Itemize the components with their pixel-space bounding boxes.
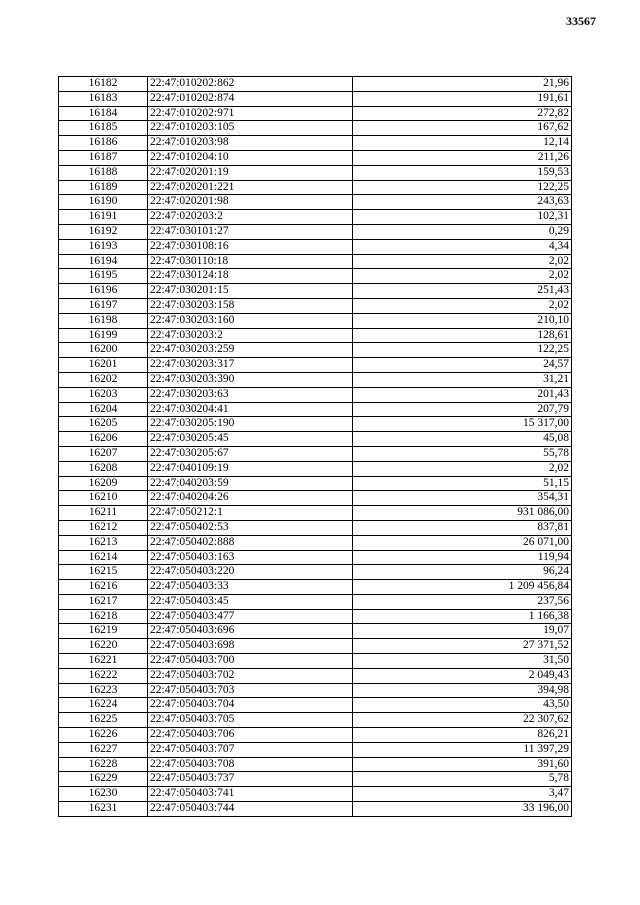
value-cell: 159,53 — [353, 165, 572, 180]
row-number: 16203 — [59, 387, 148, 402]
value-cell: 237,56 — [353, 594, 572, 609]
row-number: 16208 — [59, 461, 148, 476]
table-row — [59, 639, 572, 654]
table-row — [59, 728, 572, 743]
row-number: 16201 — [59, 358, 148, 373]
cadastral-number: 22:47:030205:45 — [148, 432, 353, 447]
value-cell: 826,21 — [353, 728, 572, 743]
cadastral-number: 22:47:020201:19 — [148, 165, 353, 180]
cadastral-number: 22:47:050403:33 — [148, 580, 353, 595]
value-cell: 43,50 — [353, 698, 572, 713]
row-number: 16183 — [59, 91, 148, 106]
table-row — [59, 328, 572, 343]
cadastral-number: 22:47:030203:259 — [148, 343, 353, 358]
value-cell: 2,02 — [353, 298, 572, 313]
cadastral-number: 22:47:050403:737 — [148, 772, 353, 787]
value-cell: 31,21 — [353, 372, 572, 387]
cadastral-number: 22:47:040109:19 — [148, 461, 353, 476]
row-number: 16200 — [59, 343, 148, 358]
table-row — [59, 180, 572, 195]
table-row — [59, 802, 572, 817]
cadastral-number: 22:47:050212:1 — [148, 506, 353, 521]
row-number: 16219 — [59, 624, 148, 639]
cadastral-number: 22:47:050403:163 — [148, 550, 353, 565]
table-row — [59, 343, 572, 358]
cadastral-number: 22:47:050403:707 — [148, 742, 353, 757]
value-cell: 33 196,00 — [353, 802, 572, 817]
value-cell: 191,61 — [353, 91, 572, 106]
row-number: 16193 — [59, 239, 148, 254]
cadastral-number: 22:47:050403:704 — [148, 698, 353, 713]
row-number: 16226 — [59, 728, 148, 743]
row-number: 16230 — [59, 787, 148, 802]
table-row — [59, 668, 572, 683]
value-cell: 51,15 — [353, 476, 572, 491]
row-number: 16231 — [59, 802, 148, 817]
table-row — [59, 757, 572, 772]
value-cell: 96,24 — [353, 565, 572, 580]
table-row — [59, 506, 572, 521]
value-cell: 102,31 — [353, 210, 572, 225]
cadastral-number: 22:47:010203:105 — [148, 121, 353, 136]
value-cell: 210,10 — [353, 313, 572, 328]
value-cell: 207,79 — [353, 402, 572, 417]
table-row — [59, 580, 572, 595]
row-number: 16206 — [59, 432, 148, 447]
cadastral-number: 22:47:050403:741 — [148, 787, 353, 802]
value-cell: 11 397,29 — [353, 742, 572, 757]
table-row — [59, 742, 572, 757]
registry-table-body — [59, 77, 572, 817]
cadastral-number: 22:47:030203:63 — [148, 387, 353, 402]
cadastral-number: 22:47:050403:700 — [148, 654, 353, 669]
row-number: 16221 — [59, 654, 148, 669]
table-row — [59, 654, 572, 669]
cadastral-number: 22:47:030205:67 — [148, 446, 353, 461]
row-number: 16186 — [59, 136, 148, 151]
table-row — [59, 520, 572, 535]
row-number: 16224 — [59, 698, 148, 713]
value-cell: 122,25 — [353, 343, 572, 358]
value-cell: 2,02 — [353, 269, 572, 284]
table-row — [59, 313, 572, 328]
value-cell: 0,29 — [353, 224, 572, 239]
cadastral-number: 22:47:030201:15 — [148, 284, 353, 299]
table-row — [59, 772, 572, 787]
value-cell: 27 371,52 — [353, 639, 572, 654]
row-number: 16191 — [59, 210, 148, 225]
table-row — [59, 91, 572, 106]
row-number: 16215 — [59, 565, 148, 580]
row-number: 16225 — [59, 713, 148, 728]
cadastral-number: 22:47:030203:390 — [148, 372, 353, 387]
table-row — [59, 535, 572, 550]
row-number: 16220 — [59, 639, 148, 654]
cadastral-number: 22:47:050402:53 — [148, 520, 353, 535]
cadastral-number: 22:47:030108:16 — [148, 239, 353, 254]
table-row — [59, 402, 572, 417]
row-number: 16199 — [59, 328, 148, 343]
value-cell: 19,07 — [353, 624, 572, 639]
row-number: 16190 — [59, 195, 148, 210]
cadastral-number: 22:47:040203:59 — [148, 476, 353, 491]
row-number: 16209 — [59, 476, 148, 491]
row-number: 16211 — [59, 506, 148, 521]
cadastral-number: 22:47:030204:41 — [148, 402, 353, 417]
value-cell: 4,34 — [353, 239, 572, 254]
value-cell: 1 209 456,84 — [353, 580, 572, 595]
row-number: 16184 — [59, 106, 148, 121]
value-cell: 119,94 — [353, 550, 572, 565]
cadastral-number: 22:47:050403:702 — [148, 668, 353, 683]
value-cell: 394,98 — [353, 683, 572, 698]
table-row — [59, 683, 572, 698]
value-cell: 31,50 — [353, 654, 572, 669]
table-row — [59, 372, 572, 387]
cadastral-number: 22:47:050403:706 — [148, 728, 353, 743]
table-row — [59, 713, 572, 728]
table-row — [59, 461, 572, 476]
row-number: 16212 — [59, 520, 148, 535]
row-number: 16189 — [59, 180, 148, 195]
table-row — [59, 417, 572, 432]
cadastral-number: 22:47:040204:26 — [148, 491, 353, 506]
value-cell: 201,43 — [353, 387, 572, 402]
value-cell: 45,08 — [353, 432, 572, 447]
row-number: 16197 — [59, 298, 148, 313]
table-row — [59, 358, 572, 373]
value-cell: 26 071,00 — [353, 535, 572, 550]
table-row — [59, 624, 572, 639]
cadastral-number: 22:47:050403:708 — [148, 757, 353, 772]
cadastral-number: 22:47:050403:698 — [148, 639, 353, 654]
value-cell: 12,14 — [353, 136, 572, 151]
cadastral-number: 22:47:010202:862 — [148, 77, 353, 92]
table-row — [59, 136, 572, 151]
value-cell: 122,25 — [353, 180, 572, 195]
value-cell: 167,62 — [353, 121, 572, 136]
row-number: 16227 — [59, 742, 148, 757]
cadastral-number: 22:47:010202:971 — [148, 106, 353, 121]
value-cell: 3,47 — [353, 787, 572, 802]
value-cell: 211,26 — [353, 150, 572, 165]
value-cell: 2,02 — [353, 461, 572, 476]
cadastral-number: 22:47:010204:10 — [148, 150, 353, 165]
row-number: 16194 — [59, 254, 148, 269]
cadastral-number: 22:47:020201:221 — [148, 180, 353, 195]
value-cell: 837,81 — [353, 520, 572, 535]
row-number: 16229 — [59, 772, 148, 787]
row-number: 16195 — [59, 269, 148, 284]
value-cell: 2 049,43 — [353, 668, 572, 683]
row-number: 16223 — [59, 683, 148, 698]
table-row — [59, 254, 572, 269]
value-cell: 5,78 — [353, 772, 572, 787]
value-cell: 272,82 — [353, 106, 572, 121]
row-number: 16216 — [59, 580, 148, 595]
value-cell: 251,43 — [353, 284, 572, 299]
value-cell: 128,61 — [353, 328, 572, 343]
value-cell: 243,63 — [353, 195, 572, 210]
cadastral-number: 22:47:030124:18 — [148, 269, 353, 284]
cadastral-number: 22:47:020201:98 — [148, 195, 353, 210]
table-row — [59, 491, 572, 506]
cadastral-number: 22:47:050403:477 — [148, 609, 353, 624]
row-number: 16185 — [59, 121, 148, 136]
row-number: 16210 — [59, 491, 148, 506]
table-row — [59, 550, 572, 565]
table-row — [59, 165, 572, 180]
value-cell: 21,96 — [353, 77, 572, 92]
cadastral-number: 22:47:030203:160 — [148, 313, 353, 328]
table-row — [59, 432, 572, 447]
cadastral-number: 22:47:050402:888 — [148, 535, 353, 550]
table-row — [59, 565, 572, 580]
table-row — [59, 269, 572, 284]
cadastral-number: 22:47:030101:27 — [148, 224, 353, 239]
table-row — [59, 446, 572, 461]
row-number: 16228 — [59, 757, 148, 772]
row-number: 16205 — [59, 417, 148, 432]
value-cell: 24,57 — [353, 358, 572, 373]
row-number: 16204 — [59, 402, 148, 417]
cadastral-number: 22:47:030110:18 — [148, 254, 353, 269]
cadastral-number: 22:47:050403:696 — [148, 624, 353, 639]
table-row — [59, 195, 572, 210]
table-row — [59, 787, 572, 802]
value-cell: 22 307,62 — [353, 713, 572, 728]
cadastral-number: 22:47:010202:874 — [148, 91, 353, 106]
row-number: 16196 — [59, 284, 148, 299]
value-cell: 55,78 — [353, 446, 572, 461]
value-cell: 931 086,00 — [353, 506, 572, 521]
row-number: 16214 — [59, 550, 148, 565]
cadastral-number: 22:47:030203:2 — [148, 328, 353, 343]
cadastral-number: 22:47:030203:158 — [148, 298, 353, 313]
row-number: 16192 — [59, 224, 148, 239]
page-number: 33567 — [566, 14, 596, 28]
cadastral-number: 22:47:030205:190 — [148, 417, 353, 432]
cadastral-number: 22:47:050403:705 — [148, 713, 353, 728]
value-cell: 15 317,00 — [353, 417, 572, 432]
table-row — [59, 594, 572, 609]
row-number: 16217 — [59, 594, 148, 609]
table-row — [59, 224, 572, 239]
cadastral-number: 22:47:020203:2 — [148, 210, 353, 225]
row-number: 16207 — [59, 446, 148, 461]
table-row — [59, 150, 572, 165]
table-row — [59, 106, 572, 121]
value-cell: 391,60 — [353, 757, 572, 772]
cadastral-number: 22:47:010203:98 — [148, 136, 353, 151]
row-number: 16222 — [59, 668, 148, 683]
cadastral-number: 22:47:050403:703 — [148, 683, 353, 698]
table-row — [59, 121, 572, 136]
registry-table — [58, 76, 572, 817]
row-number: 16202 — [59, 372, 148, 387]
row-number: 16198 — [59, 313, 148, 328]
cadastral-number: 22:47:050403:45 — [148, 594, 353, 609]
table-row — [59, 77, 572, 92]
table-row — [59, 239, 572, 254]
table-row — [59, 476, 572, 491]
value-cell: 1 166,38 — [353, 609, 572, 624]
table-row — [59, 698, 572, 713]
cadastral-number: 22:47:050403:744 — [148, 802, 353, 817]
row-number: 16218 — [59, 609, 148, 624]
value-cell: 354,31 — [353, 491, 572, 506]
table-row — [59, 284, 572, 299]
table-row — [59, 609, 572, 624]
table-row — [59, 298, 572, 313]
cadastral-number: 22:47:030203:317 — [148, 358, 353, 373]
row-number: 16188 — [59, 165, 148, 180]
table-row — [59, 387, 572, 402]
table-row — [59, 210, 572, 225]
row-number: 16213 — [59, 535, 148, 550]
value-cell: 2,02 — [353, 254, 572, 269]
cadastral-number: 22:47:050403:220 — [148, 565, 353, 580]
row-number: 16182 — [59, 77, 148, 92]
row-number: 16187 — [59, 150, 148, 165]
